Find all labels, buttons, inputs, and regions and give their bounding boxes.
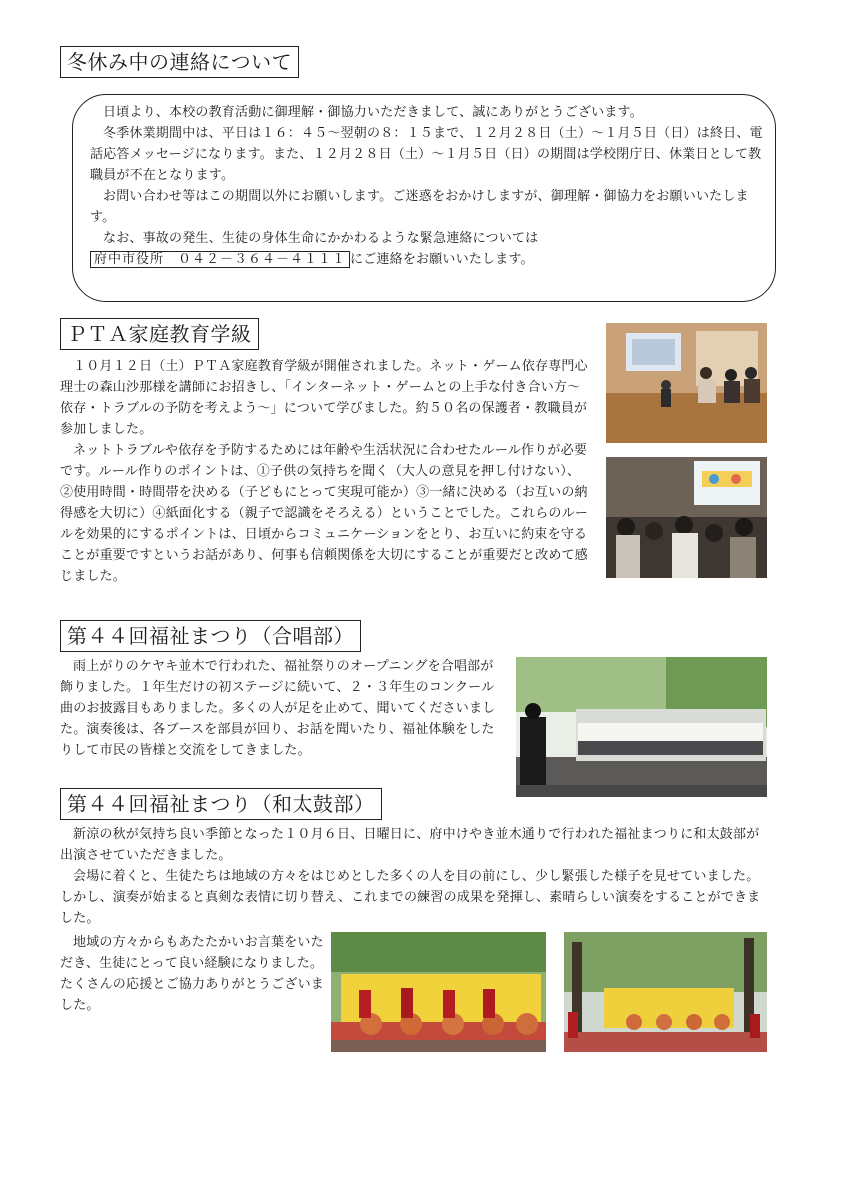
taiko-heading: 第４４回福祉まつり（和太鼓部） (60, 788, 382, 820)
winter-notice-text (90, 102, 766, 270)
winter-hours: 冬季休業期間中は、平日は１６：４５～翌朝の８：１５まで、１２月２８日（土）～１月５日（日）は終日、電話応答メッセージになります。また、１２月２８日（土）～１月５日（日）の期間は学校閉庁日、休業日として教職員が不在となります。 (90, 126, 763, 183)
city-hall-phone: 府中市役所 ０４２－３６４－４１１１ (90, 251, 350, 268)
winter-emergency: なお、事故の発生、生徒の身体生命にかかわるような緊急連絡については (103, 231, 539, 246)
taiko-stage-photo-1 (331, 932, 546, 1052)
winter-contact-tail: にご連絡をお願いいたします。 (350, 252, 534, 267)
winter-heading: 冬休み中の連絡について (60, 46, 299, 78)
taiko-paragraph-1: 新涼の秋が気持ち良い季節となった１０月６日、日曜日に、府中けやき並木通りで行われた福祉まつりに和太鼓部が出演させていただきました。 (60, 827, 760, 863)
chorus-paragraph: 雨上がりのケヤキ並木で行われた、福祉祭りのオープニングを合唱部が飾りました。１年生だけの初ステージに続いて、２・３年生のコンクール曲のお披露目もありました。多くの人が足を止めて、聞いてくださいました。演奏後は、各ブースを部員が回り、お話を聞いたり、福祉体験をしたりして市民の皆様と交流をしてきました。 (60, 659, 496, 758)
taiko-thanks-text (60, 932, 324, 1016)
pta-paragraph-2: ネットトラブルや依存を予防するためには年齢や生活状況に合わせたルール作りが必要です。ルール作りのポイントは、①子供の気持ちを聞く（大人の意見を押し付けない）、②使用時間・時間帯を決める（子どもにとって実現可能か）③一緒に決める（お互いの納得感を大切に）④紙面化する（親子で認識をそろえる）ということでした。これらのルールを効果的にするポイントは、日頃からコミュニケーションをとり、お互いに約束を守ることが重要ですというお話があり、何事も信頼関係を大切にすることが重要だと改めて感じました。 (60, 443, 589, 584)
pta-audience-photo (606, 457, 767, 578)
pta-lecture-photo (606, 323, 767, 443)
taiko-paragraph-3: 地域の方々からもあたたかいお言葉をいただき、生徒にとって良い経験になりました。たくさんの応援とご協力ありがとうございました。 (60, 935, 325, 1013)
pta-heading: ＰＴＡ家庭教育学級 (60, 318, 259, 350)
taiko-stage-photo-2 (564, 932, 767, 1052)
taiko-text (60, 824, 772, 929)
pta-paragraph-1: １０月１２日（土）ＰＴＡ家庭教育学級が開催されました。ネット・ゲーム依存専門心理士の森山沙那様を講師にお招きし、「インターネット・ゲームとの上手な付き合い方～依存・トラブルの予防を考えよう～」について学びました。約５０名の保護者・教職員が参加しました。 (60, 359, 588, 437)
winter-request: お問い合わせ等はこの期間以外にお願いします。ご迷惑をおかけしますが、御理解・御協力をお願いいたします。 (90, 189, 749, 225)
winter-greeting: 日頃より、本校の教育活動に御理解・御協力いただきまして、誠にありがとうございます。 (103, 105, 643, 120)
chorus-heading: 第４４回福祉まつり（合唱部） (60, 620, 361, 652)
taiko-paragraph-2: 会場に着くと、生徒たちは地域の方々をはじめとした多くの人を目の前にし、少し緊張した様子を見せていました。しかし、演奏が始まると真剣な表情に切り替え、これまでの練習の成果を発揮し、素晴らしい演奏をすることができました。 (60, 869, 761, 926)
pta-text (60, 356, 592, 587)
winter-contact-line (90, 249, 766, 270)
chorus-text (60, 656, 506, 761)
chorus-performance-photo (516, 657, 767, 797)
